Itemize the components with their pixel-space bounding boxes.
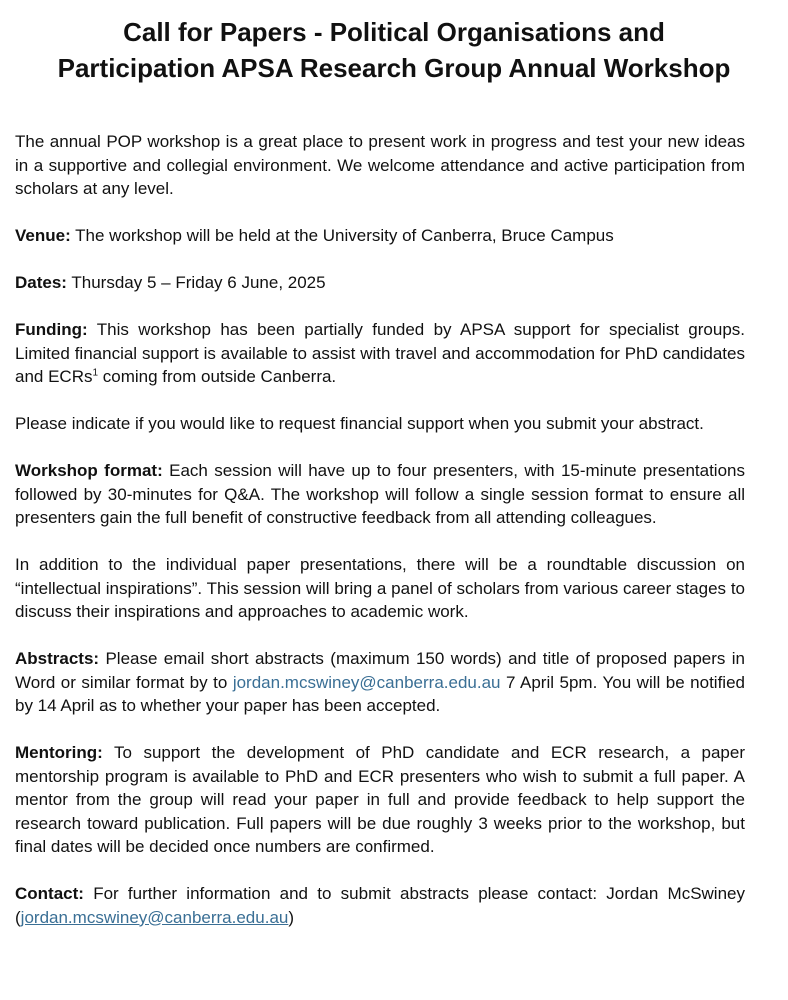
intro-paragraph: The annual POP workshop is a great place to present work in progress and test your new ideas in a supportive and collegial environment. We welcome attendance and active participation from scholars at any level. — [15, 132, 745, 198]
abstracts-text-before: Please email short abstracts (maximum 150 words) and title of proposed papers in Word or similar format by to — [15, 649, 745, 692]
dates-paragraph — [15, 271, 745, 295]
document-body — [15, 130, 745, 929]
funding-text-after: coming from outside Canberra. — [98, 367, 337, 386]
dates-label: Dates: — [15, 273, 67, 292]
contact-label: Contact: — [15, 884, 84, 903]
roundtable-paragraph: In addition to the individual paper presentations, there will be a roundtable discussion on “intellectual inspirations”. This session will bring a panel of scholars from various career stages to discuss their inspirations and approaches to academic work. — [15, 555, 745, 621]
dates-text: Thursday 5 – Friday 6 June, 2025 — [66, 273, 326, 292]
financial-request-paragraph: Please indicate if you would like to request financial support when you submit your abstract. — [15, 414, 704, 433]
contact-text-after: ) — [288, 907, 295, 927]
footnote-marker[interactable]: 1 — [92, 367, 99, 379]
funding-label: Funding: — [15, 320, 88, 339]
page-title — [15, 14, 745, 86]
contact-paragraph — [15, 882, 745, 929]
abstracts-label: Abstracts: — [15, 649, 100, 668]
venue-label: Venue: — [15, 226, 71, 245]
venue-text: The workshop will be held at the University of Canberra, Bruce Campus — [70, 226, 614, 245]
mentoring-label: Mentoring: — [15, 743, 103, 762]
workshop-format-label: Workshop format: — [15, 461, 163, 480]
workshop-format-text: Each session will have up to four presenters, with 15-minute presentations followed by 30-minutes for Q&A. The workshop will follow a single session format to ensure all presenters gain the full benefit of constructive feedback from all attending colleagues. — [15, 461, 745, 527]
abstracts-email-link[interactable]: jordan.mcswiney@canberra.edu.au — [232, 672, 501, 692]
funding-paragraph — [15, 318, 745, 389]
venue-paragraph — [15, 224, 745, 248]
title-line-2: Participation APSA Research Group Annual Workshop — [57, 53, 731, 83]
mentoring-text: To support the development of PhD candidate and ECR research, a paper mentorship program is available to PhD and ECR presenters who wish to submit a full paper. A mentor from the group will read your paper in full and provide feedback to help support the research toward publication. Full papers will be due roughly 3 weeks prior to the workshop, but final dates will be decided once numbers are confirmed. — [15, 743, 745, 856]
abstracts-paragraph — [15, 647, 745, 718]
title-line-1: Call for Papers - Political Organisations and — [123, 17, 665, 47]
mentoring-paragraph — [15, 741, 745, 859]
abstracts-text-after: 7 April 5pm. You will be notified by 14 April as to whether your paper has been accepted. — [15, 672, 745, 715]
contact-email-link[interactable]: jordan.mcswiney@canberra.edu.au — [20, 907, 289, 927]
workshop-format-paragraph — [15, 459, 745, 530]
contact-text-before: For further information and to submit abstracts please contact: Jordan McSwiney ( — [15, 884, 745, 927]
funding-text: This workshop has been partially funded by APSA support for specialist groups. Limited financial support is available to assist with travel and accommodation for PhD candidates and ECRs — [15, 320, 745, 386]
